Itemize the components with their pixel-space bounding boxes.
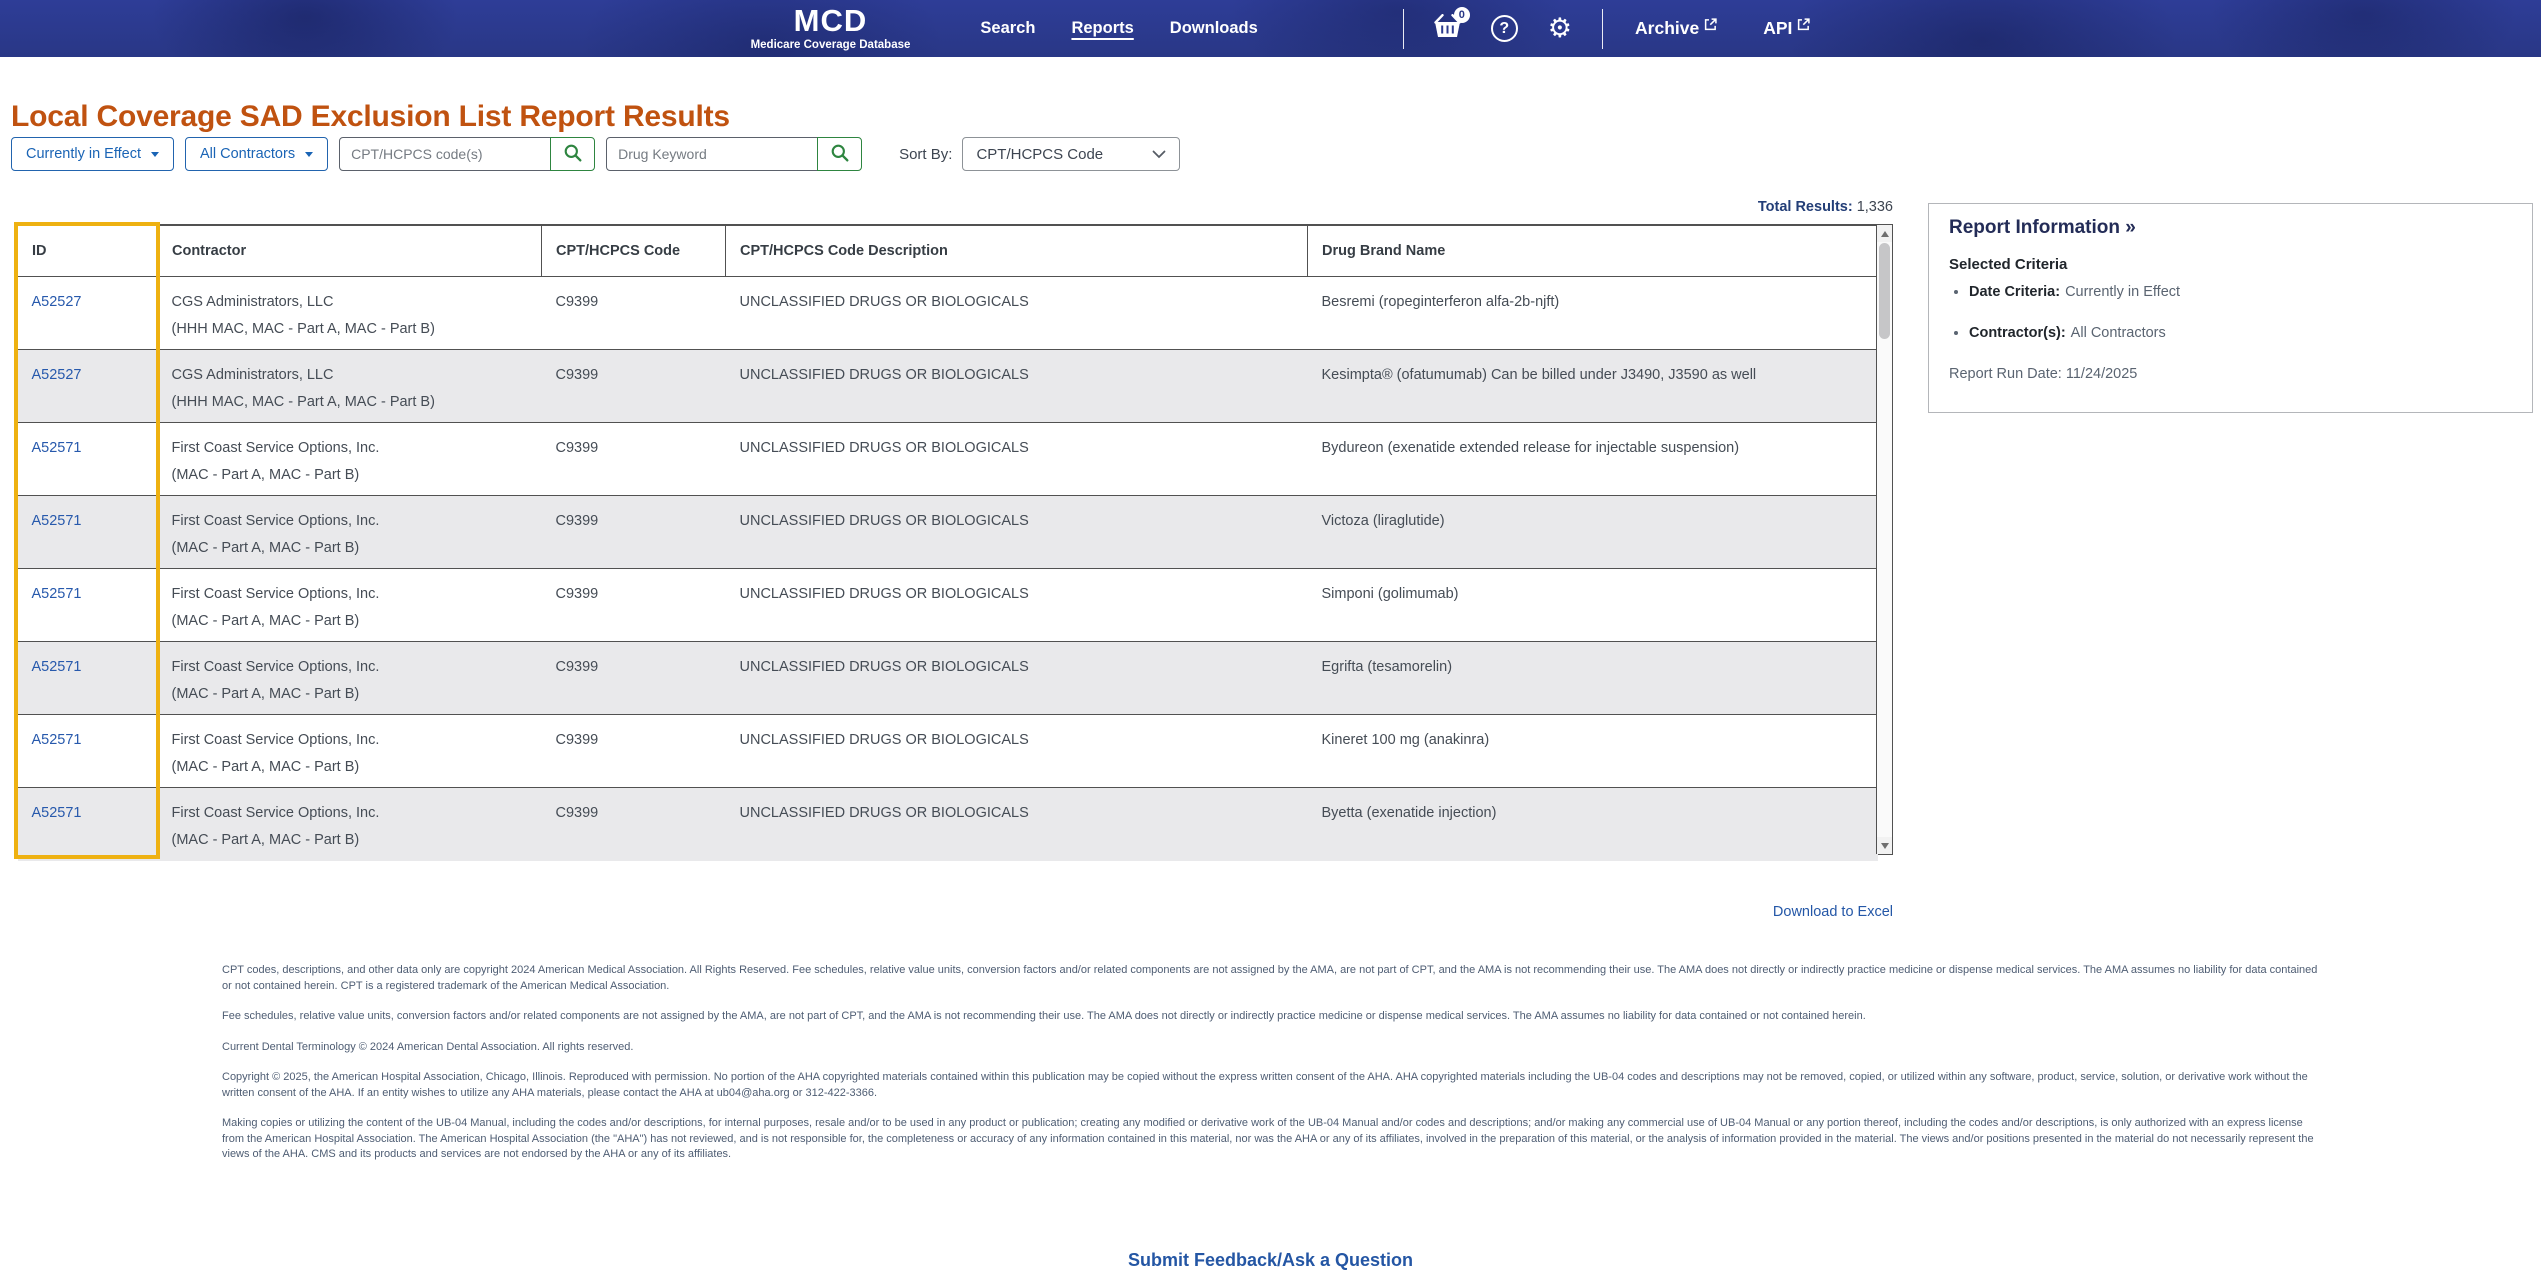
page-title: Local Coverage SAD Exclusion List Report Results bbox=[11, 100, 730, 134]
contractor-detail: (HHH MAC, MAC - Part A, MAC - Part B) bbox=[171, 321, 435, 337]
drug-brand-cell: Besremi (ropeginterferon alfa-2b-njft) bbox=[1308, 277, 1878, 350]
code-description-cell: UNCLASSIFIED DRUGS OR BIOLOGICALS bbox=[726, 642, 1308, 715]
code-description-cell: UNCLASSIFIED DRUGS OR BIOLOGICALS bbox=[726, 569, 1308, 642]
contractor-name: First Coast Service Options, Inc. bbox=[171, 513, 380, 529]
column-header-id: ID bbox=[18, 226, 158, 277]
results-table-container bbox=[16, 224, 1893, 855]
nav-downloads[interactable]: Downloads bbox=[1169, 19, 1258, 37]
gear-icon[interactable]: ⚙ bbox=[1547, 13, 1573, 44]
logo-title: MCD bbox=[793, 3, 868, 39]
table-row bbox=[18, 277, 1878, 350]
contractor-detail: (MAC - Part A, MAC - Part B) bbox=[171, 832, 360, 848]
scroll-up-arrow[interactable] bbox=[1877, 225, 1892, 242]
drug-brand-cell: Egrifta (tesamorelin) bbox=[1308, 642, 1878, 715]
table-row bbox=[18, 350, 1878, 423]
table-body bbox=[18, 277, 1878, 861]
contractor-name: CGS Administrators, LLC bbox=[171, 367, 334, 383]
contractor-detail: (MAC - Part A, MAC - Part B) bbox=[171, 613, 360, 629]
table-header-row bbox=[18, 226, 1878, 277]
code-description-cell: UNCLASSIFIED DRUGS OR BIOLOGICALS bbox=[726, 350, 1308, 423]
contractor-detail: (MAC - Part A, MAC - Part B) bbox=[171, 686, 360, 702]
chevron-down-icon bbox=[1152, 146, 1166, 163]
report-id-link[interactable]: A52527 bbox=[31, 367, 82, 383]
scroll-down-arrow[interactable] bbox=[1877, 837, 1892, 854]
feedback-row bbox=[0, 1250, 2541, 1271]
search-icon bbox=[563, 143, 583, 166]
caret-down-icon bbox=[305, 152, 313, 157]
code-description-cell: UNCLASSIFIED DRUGS OR BIOLOGICALS bbox=[726, 788, 1308, 861]
contractor-detail: (HHH MAC, MAC - Part A, MAC - Part B) bbox=[171, 394, 435, 410]
external-link-icon bbox=[1797, 15, 1810, 36]
disclaimer-paragraph: Fee schedules, relative value units, conversion factors and/or related components are not assigned by the AMA, are not part of CPT, and the AMA is not recommending their use. The AMA does not directly or indirectly practice medicine or dispense medical services. The AMA assumes no liability for data contained or not contained herein. bbox=[222, 1010, 1866, 1022]
sort-by-label: Sort By: bbox=[899, 145, 953, 163]
logo-subtitle: Medicare Coverage Database bbox=[750, 39, 911, 52]
table-scrollbar[interactable] bbox=[1876, 225, 1892, 854]
utility-icons bbox=[1403, 9, 1603, 49]
total-results-label: Total Results: bbox=[1757, 199, 1853, 215]
code-description-cell: UNCLASSIFIED DRUGS OR BIOLOGICALS bbox=[726, 277, 1308, 350]
code-description-cell: UNCLASSIFIED DRUGS OR BIOLOGICALS bbox=[726, 715, 1308, 788]
api-link[interactable]: API bbox=[1763, 18, 1810, 39]
main-nav bbox=[980, 19, 1257, 38]
nav-search[interactable]: Search bbox=[980, 19, 1036, 37]
drug-brand-cell: Victoza (liraglutide) bbox=[1308, 496, 1878, 569]
code-description-cell: UNCLASSIFIED DRUGS OR BIOLOGICALS bbox=[726, 496, 1308, 569]
cpt-code-cell: C9399 bbox=[542, 350, 726, 423]
drug-brand-cell: Kineret 100 mg (anakinra) bbox=[1308, 715, 1878, 788]
report-information-panel bbox=[1928, 203, 2533, 413]
cpt-code-cell: C9399 bbox=[542, 569, 726, 642]
report-id-link[interactable]: A52571 bbox=[31, 440, 82, 456]
contractor-name: First Coast Service Options, Inc. bbox=[171, 440, 380, 456]
basket-button[interactable] bbox=[1434, 8, 1465, 44]
contractor-name: First Coast Service Options, Inc. bbox=[171, 805, 380, 821]
results-table bbox=[17, 225, 1878, 861]
report-run-date: Report Run Date: 11/24/2025 bbox=[1949, 366, 2138, 382]
cpt-search-button[interactable] bbox=[550, 137, 595, 171]
cpt-code-input[interactable] bbox=[339, 137, 551, 171]
disclaimer-paragraph: Current Dental Terminology © 2024 American Dental Association. All rights reserved. bbox=[222, 1040, 634, 1053]
table-row bbox=[18, 642, 1878, 715]
drug-search-button[interactable] bbox=[817, 137, 862, 171]
sort-by-select[interactable]: CPT/HCPCS Code bbox=[962, 137, 1180, 171]
contractor-name: CGS Administrators, LLC bbox=[171, 294, 334, 310]
download-to-excel-link[interactable]: Download to Excel bbox=[1772, 904, 1893, 920]
criteria-item: • Date Criteria: Currently in Effect bbox=[1969, 284, 2512, 300]
report-id-link[interactable]: A52571 bbox=[31, 805, 82, 821]
mcd-logo[interactable] bbox=[751, 5, 911, 52]
cpt-code-cell: C9399 bbox=[542, 642, 726, 715]
report-id-link[interactable]: A52571 bbox=[31, 586, 82, 602]
report-id-link[interactable]: A52571 bbox=[31, 732, 82, 748]
archive-link[interactable]: Archive bbox=[1635, 18, 1717, 39]
table-row bbox=[18, 569, 1878, 642]
report-id-link[interactable]: A52571 bbox=[31, 513, 82, 529]
criteria-item: • Contractor(s): All Contractors bbox=[1969, 325, 2512, 341]
top-navigation-bar bbox=[0, 0, 2541, 57]
caret-down-icon bbox=[151, 152, 159, 157]
filter-bar bbox=[11, 137, 1180, 171]
table-row bbox=[18, 423, 1878, 496]
column-header-contractor: Contractor bbox=[158, 226, 542, 277]
table-row bbox=[18, 496, 1878, 569]
download-row bbox=[16, 903, 1893, 921]
topbar-content bbox=[751, 5, 1811, 52]
drug-brand-cell: Simponi (golimumab) bbox=[1308, 569, 1878, 642]
cpt-code-cell: C9399 bbox=[542, 715, 726, 788]
drug-brand-cell: Byetta (exenatide injection) bbox=[1308, 788, 1878, 861]
date-criteria-dropdown[interactable]: Currently in Effect bbox=[11, 137, 174, 171]
drug-search-group bbox=[606, 137, 862, 171]
disclaimer-paragraph: Making copies or utilizing the content of the UB-04 Manual, including the codes and/or descriptions, for internal purposes, resale and/or to be used in any product or publication; creating any modified or derivative work of the UB-04 Manual and/or codes and descriptions; and/or making any commercial use of UB-04 Manual or any portion thereof, including the codes and/or descriptions, is only authorized with an express license from the American Hospital Association. The American Hospital Association (the "AHA") has not reviewed, and is not responsible for, the completeness or accuracy of any information contained in this material, nor was the AHA or any of its affiliates, involved in the preparation of this material, or the analysis of information provided in the material. The views and/or positions presented in the material do not necessarily represent the views of the AHA. CMS and its products and services are not endorsed by the AHA or any of its affiliates. bbox=[222, 1117, 2314, 1160]
drug-keyword-input[interactable] bbox=[606, 137, 818, 171]
scrollbar-thumb[interactable] bbox=[1879, 243, 1890, 339]
contractor-detail: (MAC - Part A, MAC - Part B) bbox=[171, 540, 360, 556]
help-icon[interactable]: ? bbox=[1491, 15, 1518, 42]
table-row bbox=[18, 715, 1878, 788]
contractor-name: First Coast Service Options, Inc. bbox=[171, 732, 380, 748]
contractor-detail: (MAC - Part A, MAC - Part B) bbox=[171, 759, 360, 775]
drug-brand-cell: Bydureon (exenatide extended release for injectable suspension) bbox=[1308, 423, 1878, 496]
contractor-name: First Coast Service Options, Inc. bbox=[171, 659, 380, 675]
report-id-link[interactable]: A52527 bbox=[31, 294, 82, 310]
contractors-dropdown[interactable]: All Contractors bbox=[185, 137, 328, 171]
external-link-icon bbox=[1704, 15, 1717, 36]
cpt-search-group bbox=[339, 137, 595, 171]
copyright-disclaimers bbox=[222, 963, 2322, 1178]
drug-brand-cell: Kesimpta® (ofatumumab) Can be billed under J3490, J3590 as well bbox=[1308, 350, 1878, 423]
disclaimer-paragraph: Copyright © 2025, the American Hospital Association, Chicago, Illinois. Reproduced with permission. No portion of the AHA copyrighted materials contained within this publication may be copied without the express written consent of the AHA. AHA copyrighted materials including the UB-04 codes and descriptions may not be removed, copied, or utilized within any software, product, service, solution, or derivative work without the written consent of the AHA. If an entity wishes to utilize any AHA materials, please contact the AHA at ub04@aha.org or 312-422-3366. bbox=[222, 1071, 2308, 1099]
total-results bbox=[16, 199, 1893, 215]
report-information-title[interactable]: Report Information » bbox=[1949, 217, 2136, 238]
column-header-code: CPT/HCPCS Code bbox=[542, 226, 726, 277]
contractor-name: First Coast Service Options, Inc. bbox=[171, 586, 380, 602]
cpt-code-cell: C9399 bbox=[542, 423, 726, 496]
cpt-code-cell: C9399 bbox=[542, 788, 726, 861]
cpt-code-cell: C9399 bbox=[542, 496, 726, 569]
sort-by-group bbox=[899, 137, 1180, 171]
criteria-list bbox=[1969, 284, 2512, 341]
selected-criteria-heading: Selected Criteria bbox=[1949, 256, 2068, 273]
total-results-value: 1,336 bbox=[1856, 199, 1893, 215]
report-id-link[interactable]: A52571 bbox=[31, 659, 82, 675]
submit-feedback-link[interactable]: Submit Feedback/Ask a Question bbox=[1127, 1250, 1414, 1270]
cpt-code-cell: C9399 bbox=[542, 277, 726, 350]
table-row bbox=[18, 788, 1878, 861]
external-links bbox=[1635, 18, 1810, 39]
column-header-drug: Drug Brand Name bbox=[1308, 226, 1878, 277]
nav-reports[interactable]: Reports bbox=[1071, 19, 1134, 37]
search-icon bbox=[830, 143, 850, 166]
column-header-description: CPT/HCPCS Code Description bbox=[726, 226, 1308, 277]
basket-count-badge: 0 bbox=[1454, 7, 1470, 23]
disclaimer-paragraph: CPT codes, descriptions, and other data only are copyright 2024 American Medical Association. All Rights Reserved. Fee schedules, relative value units, conversion factors and/or related components are not assigned by the AMA, are not part of CPT, and the AMA is not recommending their use. The AMA does not directly or indirectly practice medicine or dispense medical services. The AMA assumes no liability for data contained or not contained herein. CPT is a registered trademark of the American Medical Association. bbox=[222, 964, 2318, 992]
contractor-detail: (MAC - Part A, MAC - Part B) bbox=[171, 467, 360, 483]
code-description-cell: UNCLASSIFIED DRUGS OR BIOLOGICALS bbox=[726, 423, 1308, 496]
